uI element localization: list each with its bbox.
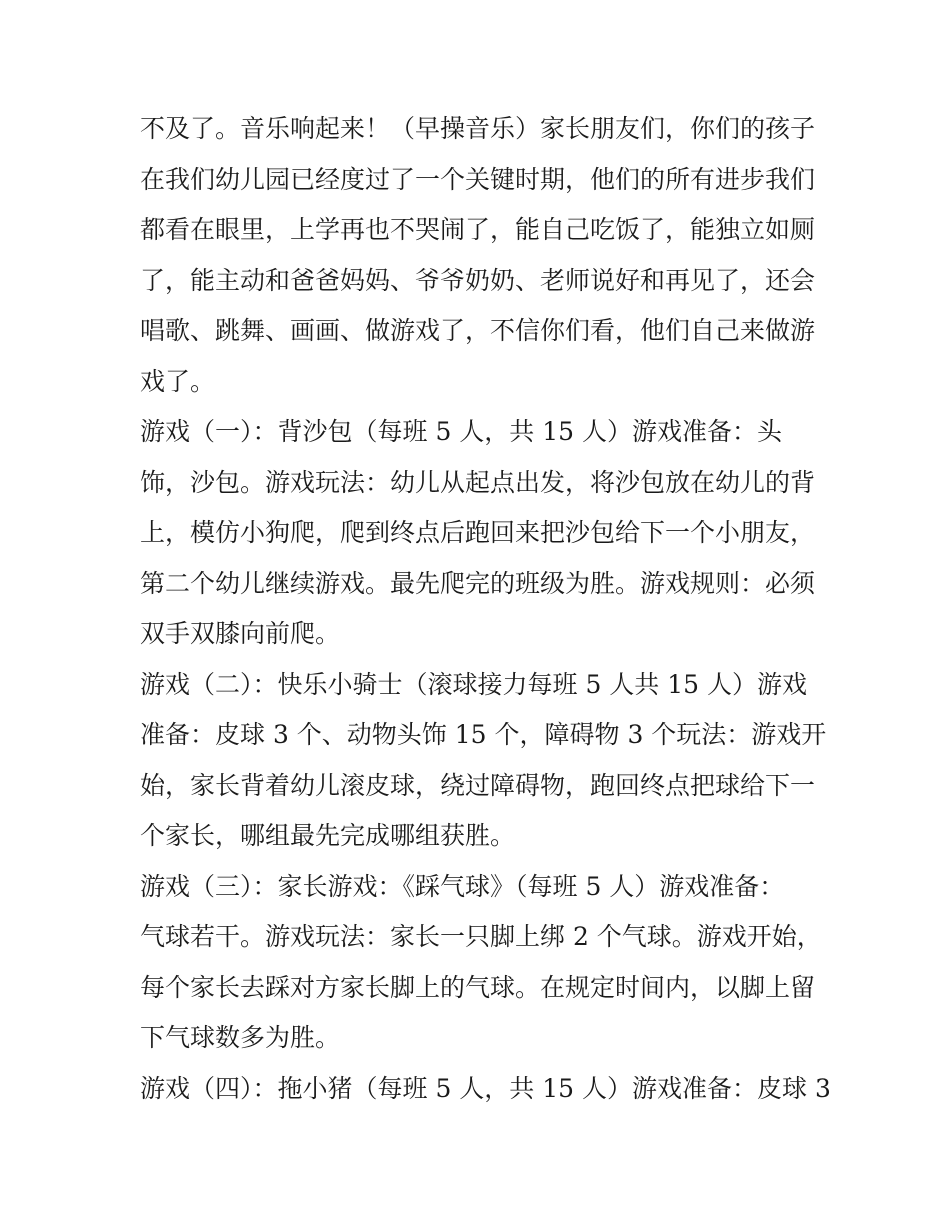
text-line: 了，能主动和爸爸妈妈、爷爷奶奶、老师说好和再见了，还会 [140, 265, 816, 295]
game-4-heading-line: 游戏（四）：拖小猪（每班 5 人，共 15 人）游戏准备：皮球 3 [140, 1073, 831, 1103]
document-body [140, 104, 831, 1114]
text-line: 气球若干。游戏玩法：家长一只脚上绑 2 个气球。游戏开始， [140, 922, 822, 951]
game-2-heading-line: 游戏（二）：快乐小骑士（滚球接力每班 5 人共 15 人）游戏 [140, 669, 808, 699]
text-line: 唱歌、跳舞、画画、做游戏了，不信你们看，他们自己来做游 [140, 316, 816, 345]
text-line: 第二个幼儿继续游戏。最先爬完的班级为胜。游戏规则：必须 [140, 568, 816, 598]
game-3-heading-line: 游戏（三）：家长游戏：《踩气球》（每班 5 人）游戏准备： [140, 871, 785, 901]
text-line: 始，家长背着幼儿滚皮球，绕过障碍物，跑回终点把球给下一 [140, 770, 816, 800]
text-line: 准备：皮球 3 个、动物头饰 15 个，障碍物 3 个玩法：游戏开 [140, 720, 827, 749]
text-line: 都看在眼里，上学再也不哭闹了，能自己吃饭了，能独立如厕 [140, 215, 816, 244]
game-1-heading-line: 游戏（一）：背沙包（每班 5 人，共 15 人）游戏准备：头 [140, 417, 783, 446]
text-line: 每个家长去踩对方家长脚上的气球。在规定时间内，以脚上留 [140, 972, 816, 1002]
text-line: 戏了。 [140, 366, 216, 396]
text-line: 在我们幼儿园已经度过了一个关键时期，他们的所有进步我们 [140, 164, 816, 194]
text-line: 饰，沙包。游戏玩法：幼儿从起点出发，将沙包放在幼儿的背 [140, 467, 816, 497]
text-line: 双手双膝向前爬。 [140, 619, 341, 648]
text-line: 个家长，哪组最先完成哪组获胜。 [140, 821, 516, 850]
text-line: 下气球数多为胜。 [140, 1023, 341, 1052]
text-line: 上，模仿小狗爬，爬到终点后跑回来把沙包给下一个小朋友， [140, 518, 816, 547]
text-line: 不及了。音乐响起来！（早操音乐）家长朋友们，你们的孩子 [140, 114, 816, 143]
